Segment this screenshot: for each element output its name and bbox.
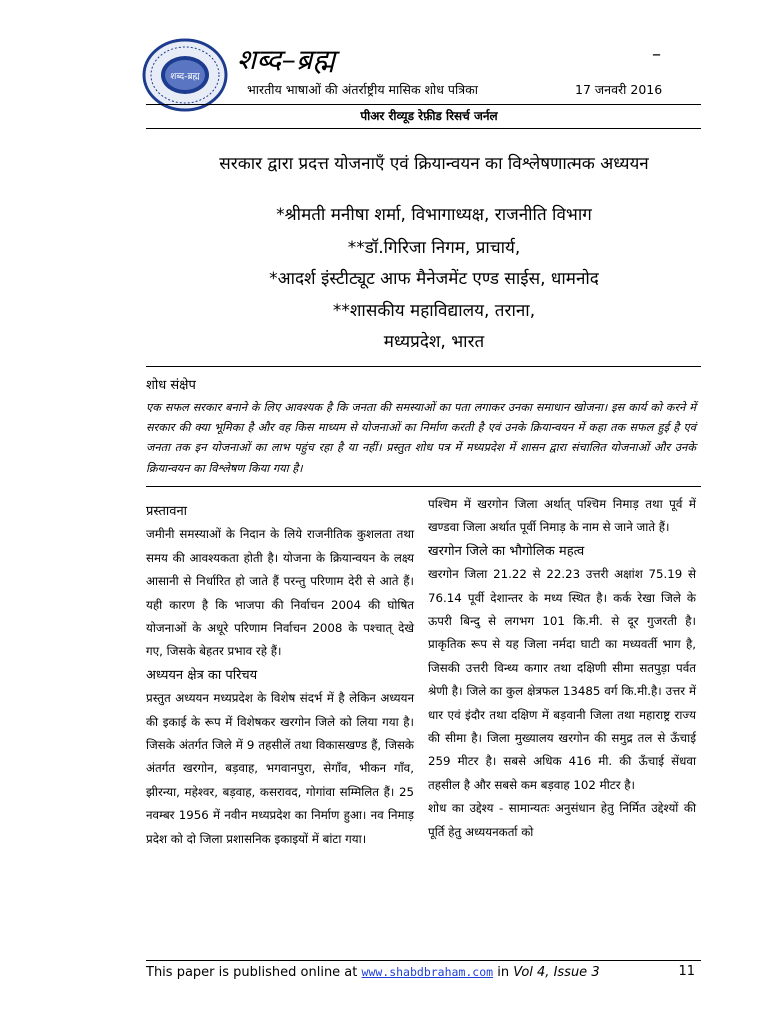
header-dash: – [652,44,661,65]
abstract-heading: शोध संक्षेप [146,378,196,393]
author-line: *आदर्श इंस्टीट्यूट आफ मैनेजमेंट एण्ड साईस, धामनोद [269,269,599,289]
continuation-paragraph: पश्चिम में खरगोन जिला अर्थात् पश्चिम निमाड़ तथा पूर्व में खण्डवा जिला अर्थात पूर्वी निमाड़ के नाम से जाने जाते हैं। [428,497,696,535]
footer-in: in [493,965,514,980]
issue-date: 17 जनवरी 2016 [575,82,663,97]
footer-link[interactable]: www.shabdbraham.com [361,965,494,979]
page-number: 11 [678,964,695,979]
article-title: सरकार द्वारा प्रदत्त योजनाएँ एवं क्रियान्वयन का विश्लेषणात्मक अध्ययन [219,154,649,174]
author-line: **डॉ.गिरिजा निगम, प्राचार्य, [347,238,521,258]
journal-name: शब्द–ब्रह्म [237,43,336,76]
journal-subtitle: भारतीय भाषाओं की अंतर्राष्ट्रीय मासिक शोध पत्रिका [247,82,479,97]
footer-divider [146,960,701,961]
section-heading-intro: प्रस्तावना [146,504,188,519]
intro-paragraph: जमीनी समस्याओं के निदान के लिये राजनीतिक कुशलता तथा समय की आवश्यकता होती है। योजना के क्रियान्वयन के लक्ष्य आसानी से निर्धारित हो जाते हैं परन्तु परिणाम देरी से आते हैं। यही कारण है कि भाजपा की निर्वाचन 2004 की घोषित योजनाओं के अधूरे परिणाम निर्वाचन 2008 के पश्चात् देखे गए, जिसके बेहतर प्रभाव रहे हैं। [146,527,414,659]
header-divider [146,104,701,105]
abstract-text [146,398,696,479]
abstract-divider-bottom [146,486,701,487]
aim-paragraph: शोध का उद्देश्य - सामान्यतः अनुसंधान हेतु निर्मित उद्देश्यों की पूर्ति हेतु अध्ययनकर्ता को [428,801,696,839]
logo-text: शब्द-ब्रह्म [170,72,200,82]
section-heading-geography: खरगोन जिले का भौगोलिक महत्व [428,543,585,559]
abstract-paragraph: एक सफल सरकार बनाने के लिए आवश्यक है कि जनता की समस्याओं का पता लगाकर उनका समाधान खोजना। इस कार्य को करने में सरकार की क्या भूमिका है और वह किस माध्यम से योजनाओं का निर्माण करती है एवं उनके क्रियान्वयन में कहा तक सफल हुई है एवं जनता तक इन योजनाओं का लाभ पहुंच रहा है या नहीं। प्रस्तुत शोध पत्र में मध्यप्रदेश में शासन द्वारा संचालित योजनाओं और उनके क्रियान्वयन का विश्लेषण किया गया है। [146,401,696,475]
journal-logo [142,38,228,112]
author-line: *श्रीमती मनीषा शर्मा, विभागाध्यक्ष, राजनीति विभाग [276,205,592,225]
area-paragraph: प्रस्तुत अध्ययन मध्यप्रदेश के विशेष संदर्भ में है लेकिन अध्ययन की इकाई के रूप में विशेषकर खरगोन जिले को लिया गया है। जिसके अंतर्गत जिले में 9 तहसीलें तथा विकासखण्ड हैं, जिसके अंतर्गत खरगोन, बड़वाह, भगवानपुरा, सेगाँव, भीकन गाँव, झीरन्या, महेश्वर, बड़वाह, कसरावद, गोगांवा सम्मिलित हैं। 25 नवम्बर 1956 में नवीन मध्यप्रदेश का निर्माण हुआ। नव निमाड़ प्रदेश को दो जिला प्रशासनिक इकाइयों में बांटा गया। [146,691,414,846]
right-column [428,493,696,844]
footer-prefix: This paper is published online at [146,965,362,980]
abstract-divider-top [146,366,701,367]
author-line: **शासकीय महाविद्यालय, तराना, [332,301,536,321]
left-column [146,500,414,851]
page-footer [146,964,701,981]
geography-paragraph: खरगोन जिला 21.22 से 22.23 उत्तरी अक्षांश 75.19 से 76.14 पूर्वी देशान्तर के मध्य स्थित है। कर्क रेखा जिले के ऊपरी बिन्दु से लगभग 101 कि.मी. से दूर गुजरती है। प्राकृतिक रूप से यह जिला नर्मदा घाटी का मध्यवर्ती भाग है, जिसकी उत्तरी विन्ध्य कगार तथा दक्षिणी सीमा सतपुड़ा पर्वत श्रेणी है। जिले का कुल क्षेत्रफल 13485 वर्ग कि.मी.है। उत्तर में धार एवं इंदौर तथा दक्षिण में बड़वानी जिला तथा महाराष्ट्र राज्य की सीमा है। जिला मुख्यालय खरगोन की समुद्र तल से ऊँचाई 259 मीटर है। सबसे अधिक 416 मी. की ऊँचाई सेंधवा तहसील है और सबसे कम बड़वाह 102 मीटर है। [428,567,696,792]
section-heading-area: अध्ययन क्षेत्र का परिचय [146,667,258,683]
footer-issue: Vol 4, Issue 3 [513,965,600,980]
author-line: मध्यप्रदेश, भारत [383,332,485,352]
peer-review-label: पीअर रीव्यूड रेफ़ीड रिसर्च जर्नल [360,109,498,123]
header-divider-bottom [146,128,701,129]
